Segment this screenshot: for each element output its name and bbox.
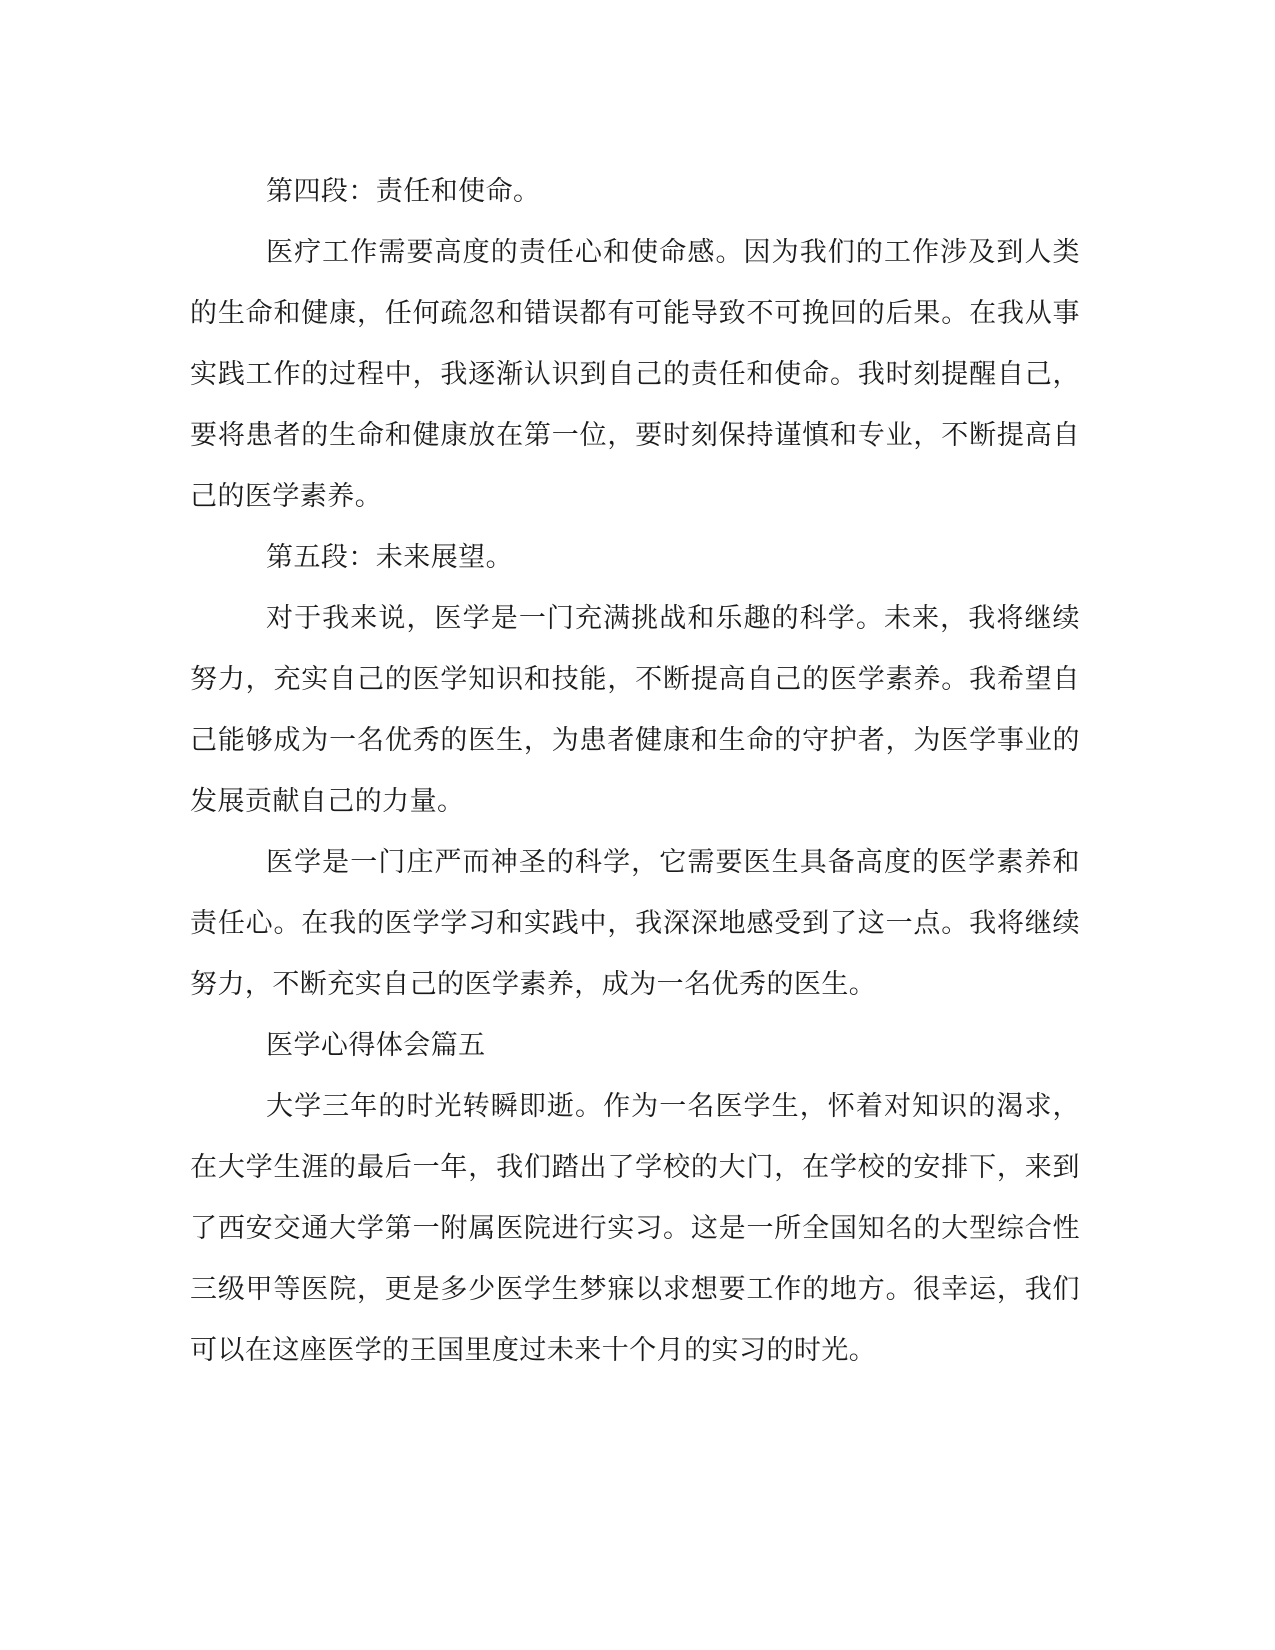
paragraph-responsibility: 医疗工作需要高度的责任心和使命感。因为我们的工作涉及到人类的生命和健康，任何疏忽和错误都有可能导致不可挽回的后果。在我从事实践工作的过程中，我逐渐认识到自己的责任和使命。我时刻提醒自己，要将患者的生命和健康放在第一位，要时刻保持谨慎和专业，不断提高自己的医学素养。 — [190, 237, 1080, 512]
section-heading-4: 第四段：责任和使命。 — [266, 176, 541, 207]
article-title-part-5: 医学心得体会篇五 — [266, 1030, 486, 1061]
paragraph-future-outlook: 对于我来说，医学是一门充满挑战和乐趣的科学。未来，我将继续努力，充实自己的医学知识和技能，不断提高自己的医学素养。我希望自己能够成为一名优秀的医生，为患者健康和生命的守护者，为医学事业的发展贡献自己的力量。 — [190, 603, 1080, 817]
section-heading-5: 第五段：未来展望。 — [266, 542, 514, 573]
document-body — [190, 161, 1080, 1381]
paragraph-internship: 大学三年的时光转瞬即逝。作为一名医学生，怀着对知识的渴求，在大学生涯的最后一年，我们踏出了学校的大门，在学校的安排下，来到了西安交通大学第一附属医院进行实习。这是一所全国知名的大型综合性三级甲等医院，更是多少医学生梦寐以求想要工作的地方。很幸运，我们可以在这座医学的王国里度过未来十个月的实习的时光。 — [190, 1091, 1080, 1366]
paragraph-conclusion: 医学是一门庄严而神圣的科学，它需要医生具备高度的医学素养和责任心。在我的医学学习和实践中，我深深地感受到了这一点。我将继续努力，不断充实自己的医学素养，成为一名优秀的医生。 — [190, 847, 1080, 1000]
